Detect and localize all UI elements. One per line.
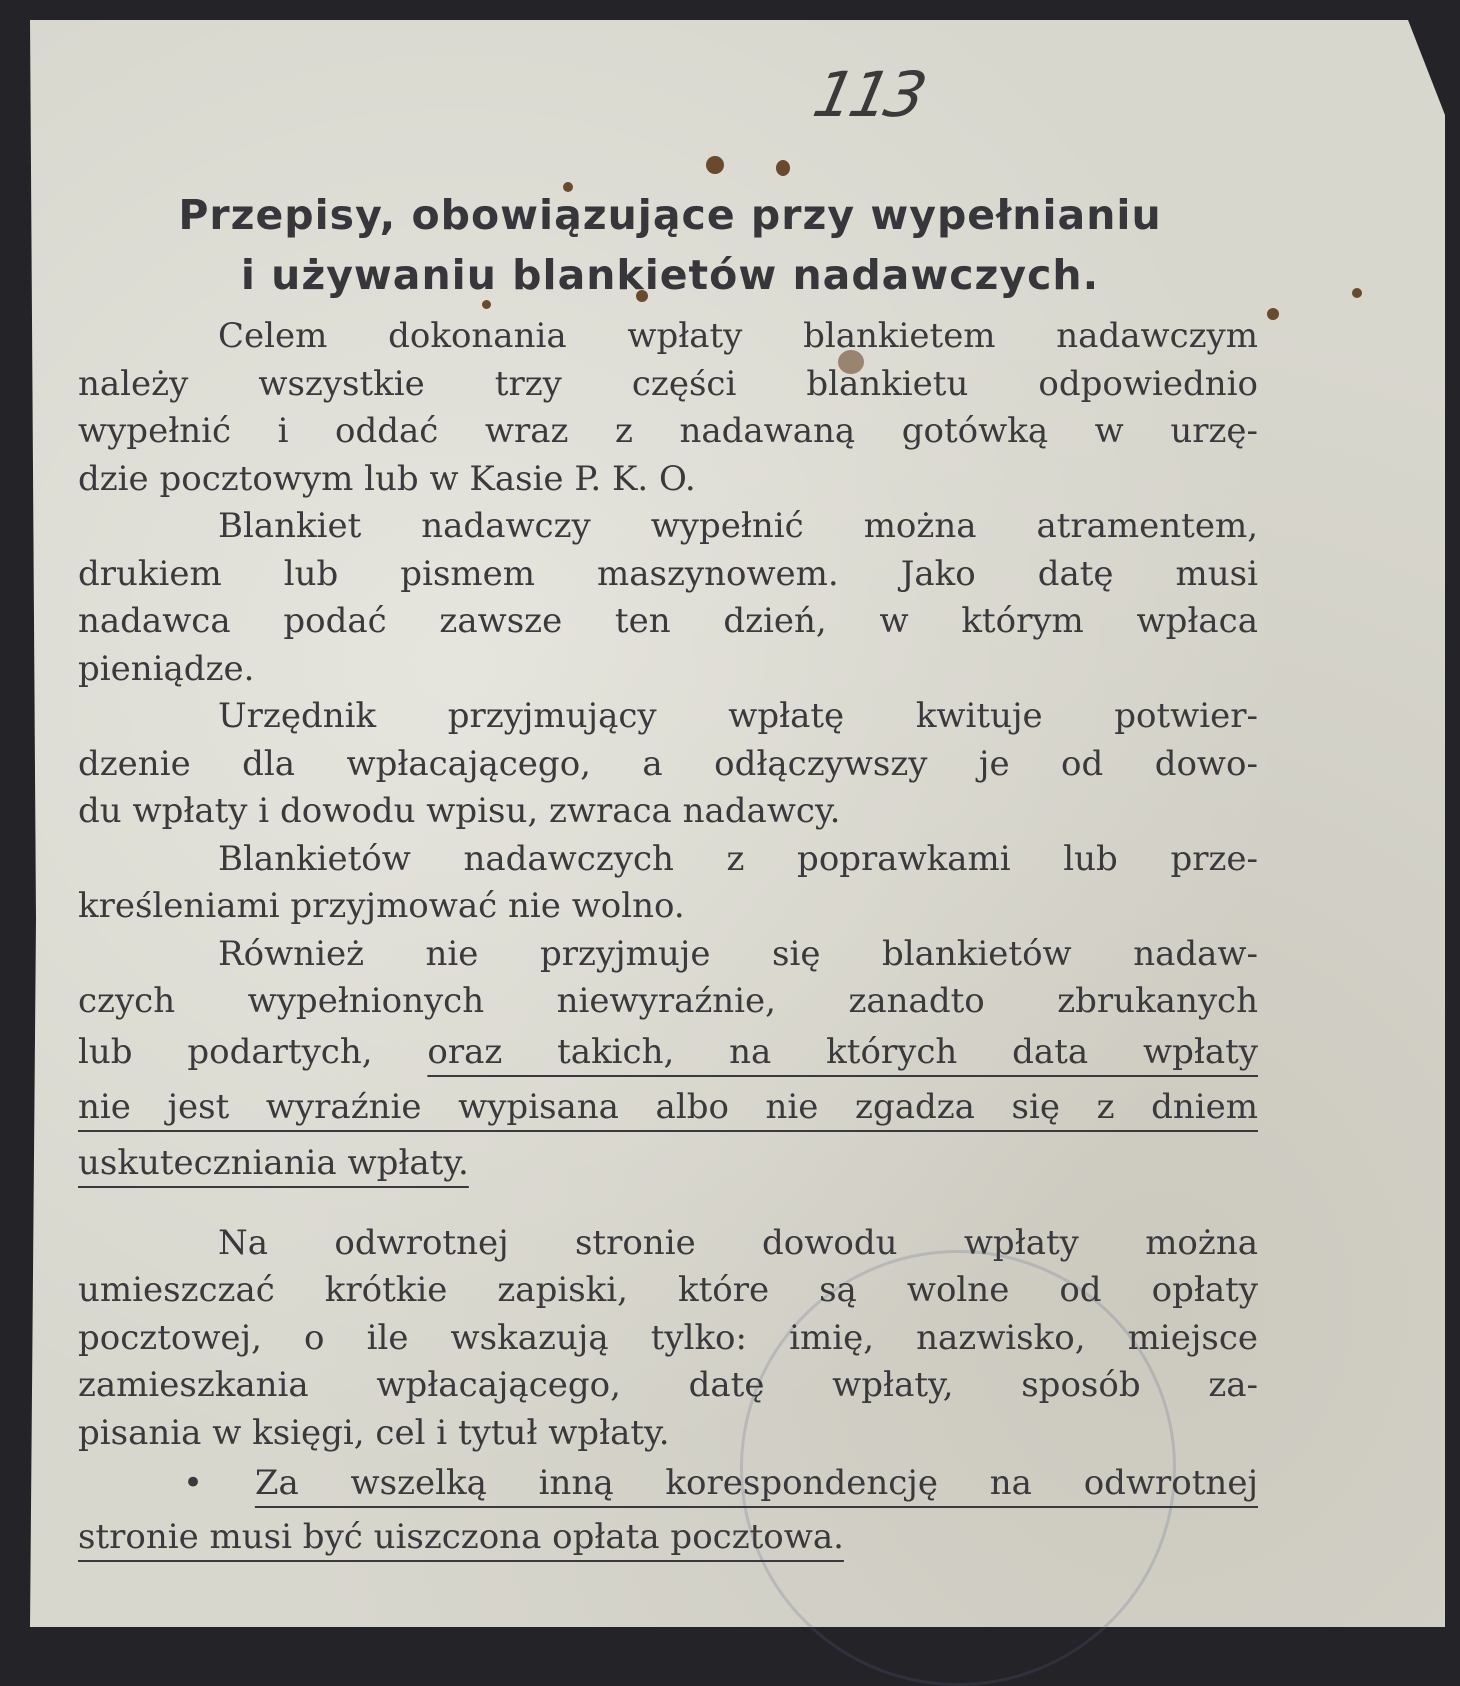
- paragraph-5: [78, 931, 1258, 1190]
- text-line: Urzędnik przyjmujący wpłatę kwituje potwier-: [218, 696, 1258, 736]
- text-line: Blankietów nadawczych z poprawkami lub prze-: [218, 838, 1258, 879]
- underlined-text: Za wszelką inną korespondencję na odwrotnej: [254, 1463, 1258, 1503]
- text-line: zamieszkania wpłacającego, datę wpłaty, sposób za-: [78, 1365, 1258, 1405]
- stain-spot: [1267, 308, 1279, 320]
- title-line-1: Przepisy, obowiązujące przy wypełnianiu: [178, 191, 1162, 239]
- text-line: dzie pocztowym lub w Kasie P. K. O.: [78, 458, 696, 499]
- stain-spot: [1352, 288, 1362, 298]
- text-line: Celem dokonania wpłaty blankietem nadawczym: [218, 316, 1258, 356]
- text-fragment: lub podartych,: [78, 1031, 428, 1072]
- bullet-mark: •: [183, 1463, 255, 1503]
- paragraph-4: [78, 836, 1258, 931]
- stain-spot: [776, 160, 790, 176]
- text-line: kreśleniami przyjmować nie wolno.: [78, 886, 685, 926]
- title-line-2: i używaniu blankietów nadawczych.: [240, 251, 1100, 299]
- text-line: Na odwrotnej stronie dowodu wpłaty można: [218, 1222, 1258, 1263]
- paragraph-2: [78, 503, 1258, 693]
- text-line: czych wypełnionych niewyraźnie, zanadto zbrukanych: [78, 981, 1258, 1021]
- paragraph-1: [78, 313, 1258, 503]
- paragraph-3: [78, 693, 1258, 836]
- text-line: wypełnić i oddać wraz z nadawaną gotówką w urzę-: [78, 411, 1258, 451]
- handwritten-number: 113: [807, 58, 930, 131]
- text-line: należy wszystkie trzy części blankietu odpowiednio: [78, 363, 1258, 404]
- stain-spot: [706, 156, 724, 174]
- text-line: Blankiet nadawczy wypełnić można atramentem,: [218, 506, 1258, 546]
- text-line: nadawca podać zawsze ten dzień, w którym wpłaca: [78, 601, 1258, 641]
- document-body: [78, 313, 1258, 1565]
- text-line: drukiem lub pismem maszynowem. Jako datę musi: [78, 553, 1258, 594]
- text-line: pocztowej, o ile wskazują tylko: imię, nazwisko, miejsce: [78, 1317, 1258, 1358]
- text-line: Również nie przyjmuje się blankietów nadaw-: [218, 933, 1258, 974]
- underlined-text: stronie musi być uiszczona opłata pocztowa.: [78, 1517, 844, 1557]
- spacer: [78, 1190, 1258, 1220]
- paragraph-6: [78, 1220, 1258, 1458]
- text-line: [78, 1509, 1258, 1565]
- paragraph-7: [78, 1457, 1258, 1565]
- text-line: [78, 1136, 1258, 1190]
- text-line: dzenie dla wpłacającego, a odłączywszy je od dowo-: [78, 743, 1258, 784]
- text-line: [78, 1026, 1258, 1078]
- text-line: umieszczać krótkie zapiski, które są wolne od opłaty: [78, 1270, 1258, 1310]
- page-title: [70, 185, 1270, 305]
- text-line: pieniądze.: [78, 648, 255, 689]
- underlined-text: uskuteczniania wpłaty.: [78, 1142, 469, 1183]
- text-line: du wpłaty i dowodu wpisu, zwraca nadawcy.: [78, 791, 841, 831]
- text-line: pisania w księgi, cel i tytuł wpłaty.: [78, 1412, 670, 1453]
- underlined-text: nie jest wyraźnie wypisana albo nie zgadza się z dniem: [78, 1086, 1258, 1127]
- underlined-text: oraz takich, na których data wpłaty: [427, 1031, 1259, 1072]
- text-line: [78, 1457, 1258, 1509]
